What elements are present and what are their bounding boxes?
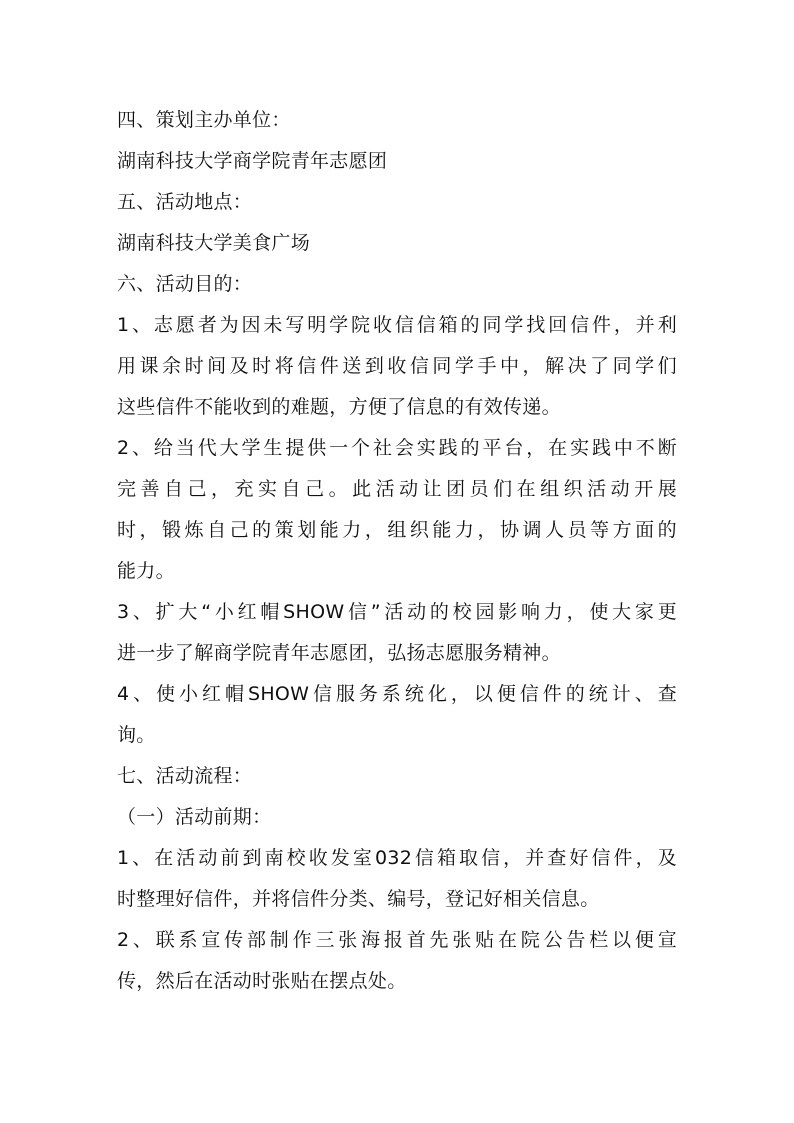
document-body — [117, 100, 677, 1002]
purpose-item-1-line-1: 1、志愿者为因未写明学院收信信箱的同学找回信件，并利 — [117, 314, 677, 336]
purpose-item-2-line-1: 2、给当代大学生提供一个社会实践的平台，在实践中不断 — [117, 437, 677, 459]
location-name: 湖南科技大学美食广场 — [117, 232, 311, 254]
section-heading-purpose: 六、活动目的： — [117, 273, 253, 295]
process-item-2-line-2: 传，然后在活动时张贴在摆点处。 — [117, 970, 407, 992]
subsection-heading-preparation: （一）活动前期： — [117, 806, 272, 828]
purpose-item-3-line-2: 进一步了解商学院青年志愿团，弘扬志愿服务精神。 — [117, 642, 561, 664]
purpose-item-3-line-1: 3、扩大“小红帽SHOW信”活动的校园影响力，使大家更 — [117, 601, 677, 623]
purpose-item-2-line-2: 完善自己，充实自己。此活动让团员们在组织活动开展 — [117, 478, 677, 500]
section-heading-organizer: 四、策划主办单位： — [117, 109, 291, 131]
purpose-item-2-line-4: 能力。 — [117, 560, 175, 582]
purpose-item-1-line-3: 这些信件不能收到的难题，方便了信息的有效传递。 — [117, 396, 561, 418]
process-item-1-line-2: 时整理好信件，并将信件分类、编号，登记好相关信息。 — [117, 888, 600, 910]
purpose-item-4-line-1: 4、使小红帽SHOW信服务系统化，以便信件的统计、查 — [117, 683, 677, 705]
organizer-name: 湖南科技大学商学院青年志愿团 — [117, 150, 388, 172]
process-item-1-line-1: 1、在活动前到南校收发室032信箱取信，并查好信件，及 — [117, 847, 677, 869]
section-heading-process: 七、活动流程： — [117, 765, 253, 787]
purpose-item-1-line-2: 用课余时间及时将信件送到收信同学手中，解决了同学们 — [117, 355, 677, 377]
purpose-item-4-line-2: 询。 — [117, 724, 156, 746]
purpose-item-2-line-3: 时，锻炼自己的策划能力，组织能力，协调人员等方面的 — [117, 519, 677, 541]
section-heading-location: 五、活动地点： — [117, 191, 253, 213]
process-item-2-line-1: 2、联系宣传部制作三张海报首先张贴在院公告栏以便宣 — [117, 929, 677, 951]
